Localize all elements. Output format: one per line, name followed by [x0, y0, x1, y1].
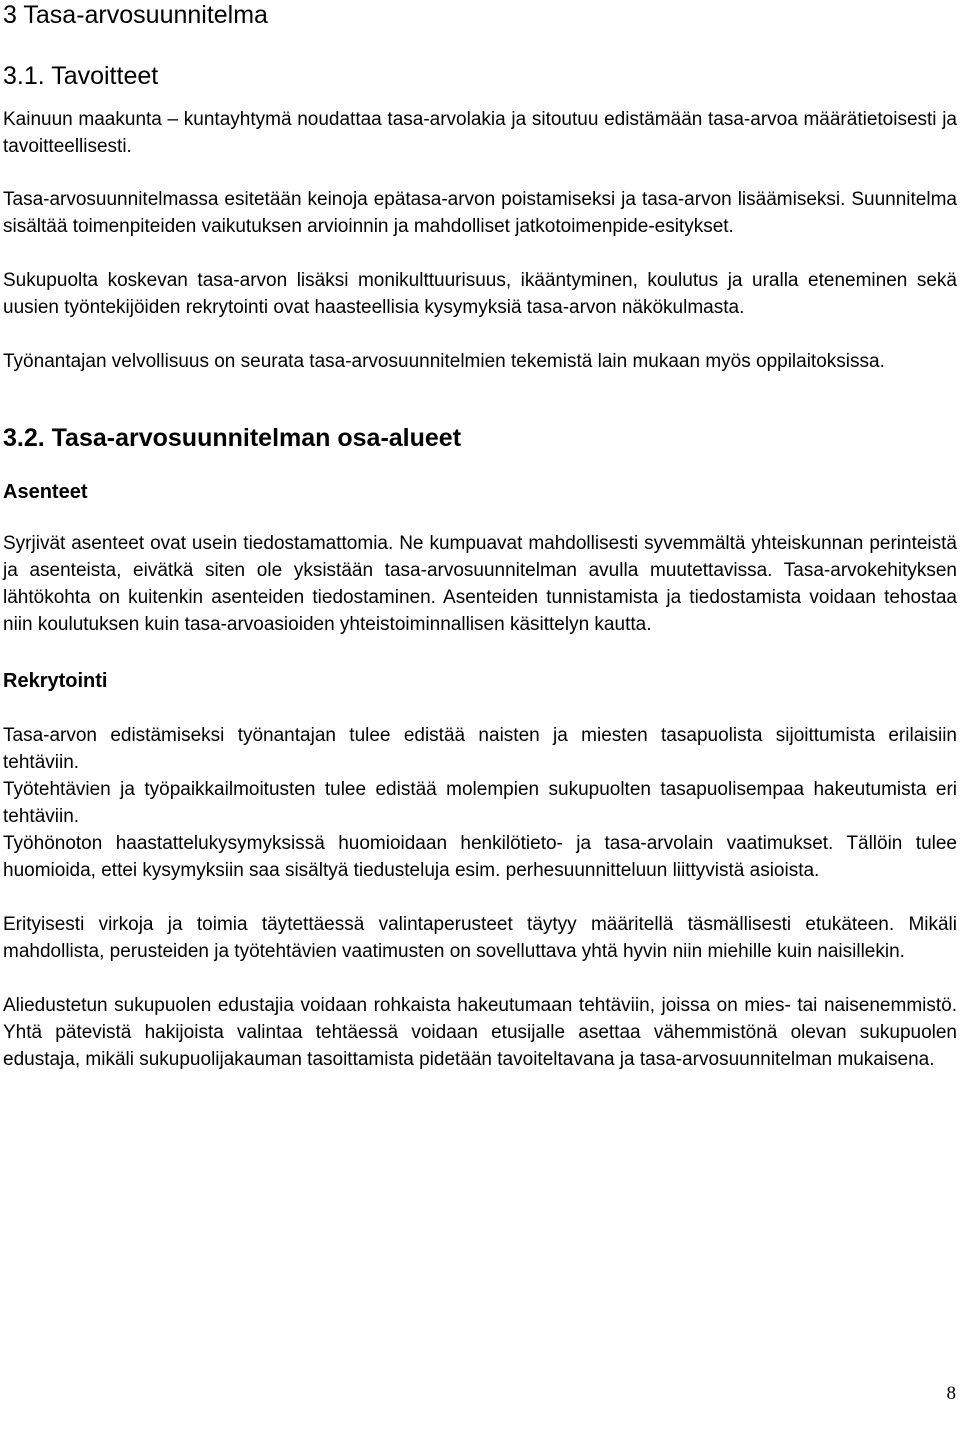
subheading-asenteet: Asenteet — [3, 481, 88, 503]
paragraph-rekrytointi-1: Tasa-arvon edistämiseksi työnantajan tulee edistää naisten ja miesten tasapuolista sijoittumista erilaisiin tehtäviin. — [3, 725, 957, 773]
paragraph-goals-2: Tasa-arvosuunnitelmassa esitetään keinoja epätasa-arvon poistamiseksi ja tasa-arvon lisäämiseksi. Suunnitelma sisältää toimenpiteiden vaikutuksen arvioinnin ja mahdolliset jatkotoimenpide-esitykset. — [3, 189, 957, 237]
paragraph-goals-4: Työnantajan velvollisuus on seurata tasa-arvosuunnitelmien tekemistä lain mukaan myös oppilaitoksissa. — [3, 351, 885, 372]
document-page — [3, 0, 957, 1073]
paragraph-rekrytointi-2: Työtehtävien ja työpaikkailmoitusten tulee edistää molempien sukupuolten tasapuolisempaa hakeutumista eri tehtäviin. — [3, 779, 957, 827]
section-3-heading: 3 Tasa-arvosuunnitelma — [3, 1, 268, 29]
section-3-1-heading: 3.1. Tavoitteet — [3, 62, 159, 90]
paragraph-goals-1: Kainuun maakunta – kuntayhtymä noudattaa tasa-arvolakia ja sitoutuu edistämään tasa-arvoa määrätietoisesti ja tavoitteellisesti. — [3, 109, 957, 157]
page-number: 8 — [946, 1383, 956, 1404]
section-3-2-heading: 3.2. Tasa-arvosuunnitelman osa-alueet — [3, 424, 462, 452]
paragraph-goals-3: Sukupuolta koskevan tasa-arvon lisäksi monikulttuurisuus, ikääntyminen, koulutus ja uralla eteneminen sekä uusien työntekijöiden rekrytointi ovat haasteellisia kysymyksiä tasa-arvon näkökulmasta. — [3, 270, 957, 318]
paragraph-rekrytointi-4: Erityisesti virkoja ja toimia täytettäessä valintaperusteet täytyy määritellä täsmällisesti etukäteen. Mikäli mahdollista, perusteiden ja työtehtävien vaatimusten on sovelluttava yhtä hyvin niin miehille kuin naisillekin. — [3, 914, 957, 962]
paragraph-rekrytointi-5: Aliedustetun sukupuolen edustajia voidaan rohkaista hakeutumaan tehtäviin, joissa on mies- tai naisenemmistö. Yhtä pätevistä hakijoista valintaa tehtäessä voidaan etusijalle asettaa vähemmistönä olevan sukupuolen edustaja, mikäli sukupuolijakauman tasoittamista pidetään tavoiteltavana ja tasa-arvosuunnitelman mukaisena. — [3, 995, 957, 1070]
subheading-rekrytointi: Rekrytointi — [3, 670, 108, 692]
paragraph-asenteet: Syrjivät asenteet ovat usein tiedostamattomia. Ne kumpuavat mahdollisesti syvemmältä yhteiskunnan perinteistä ja asenteista, eivätkä siten ole yksistään tasa-arvosuunnitelman avulla muutettavissa. Tasa-arvokehityksen lähtökohta on kuitenkin asenteiden tiedostaminen. Asenteiden tunnistamista ja tiedostamista voidaan tehostaa niin koulutuksen kuin tasa-arvoasioiden yhteistoiminnallisen käsittelyn kautta. — [3, 533, 957, 635]
paragraph-rekrytointi-3: Työhönoton haastattelukysymyksissä huomioidaan henkilötieto- ja tasa-arvolain vaatimukset. Tällöin tulee huomioida, ettei kysymyksiin saa sisältyä tiedusteluja esim. perhesuunnitteluun liittyvistä asioista. — [3, 833, 957, 881]
